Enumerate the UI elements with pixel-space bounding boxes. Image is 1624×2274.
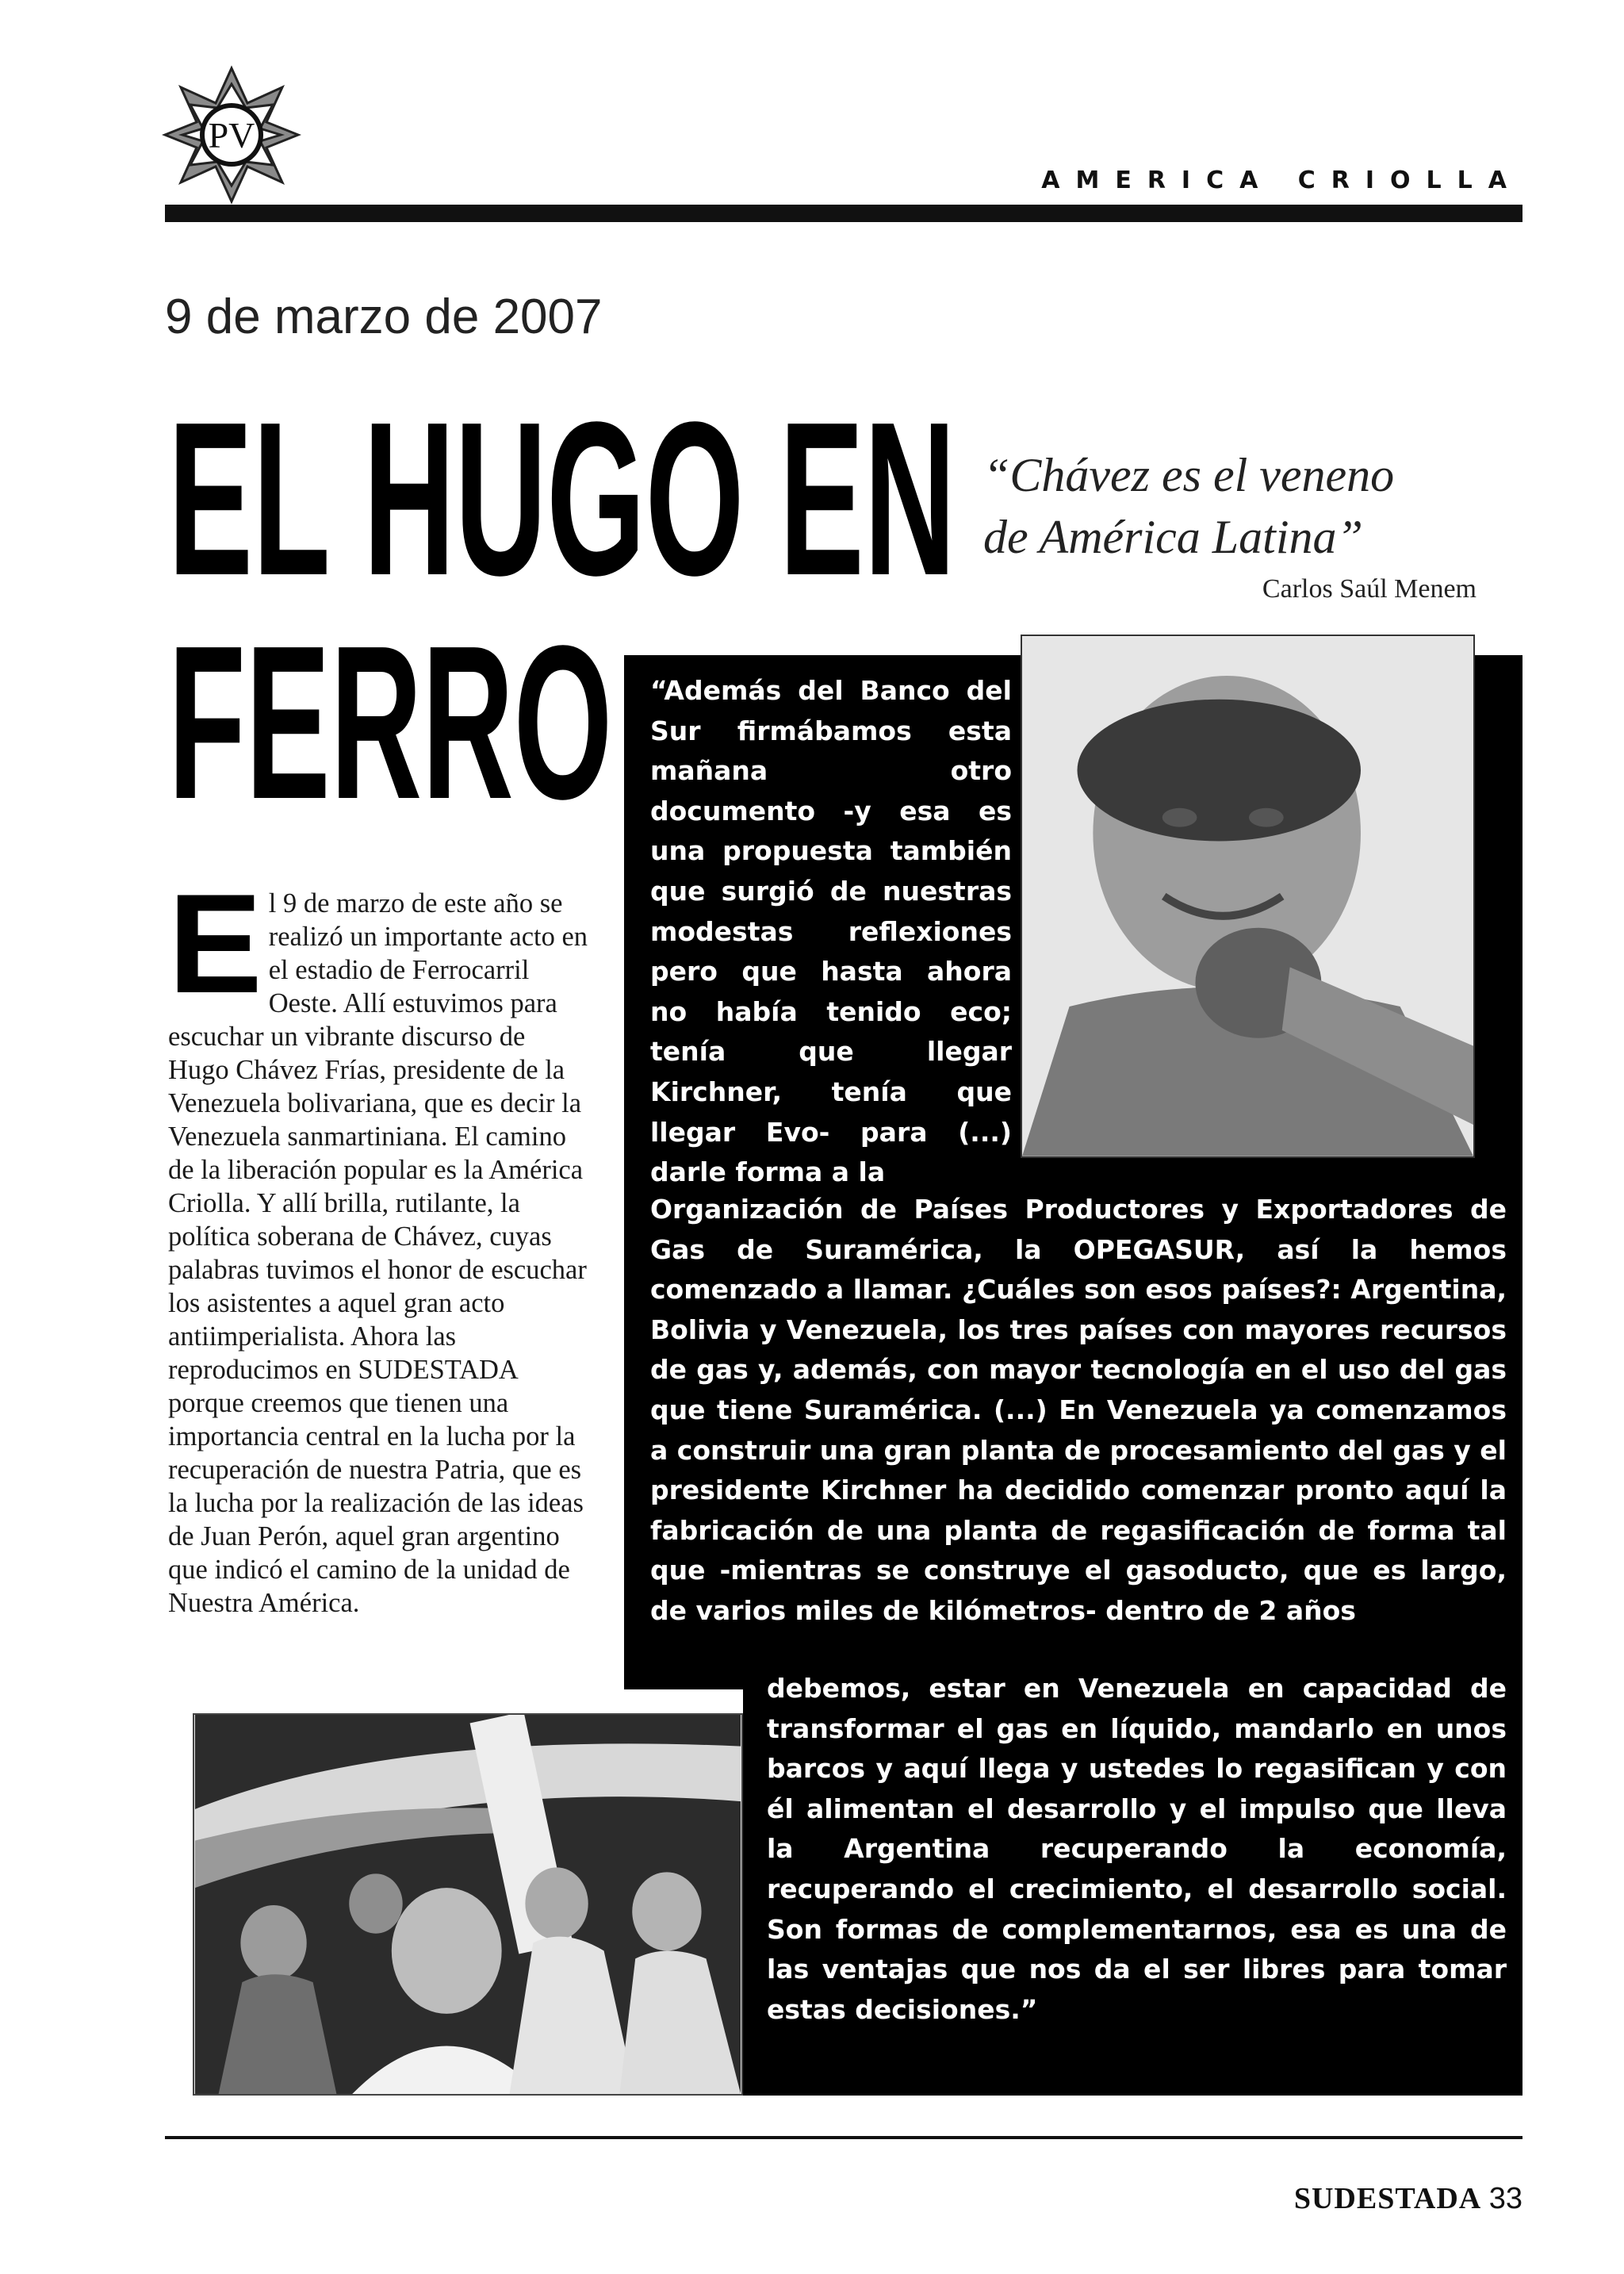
pull-quote-text: “Chávez es el veneno de América Latina” [983, 449, 1395, 563]
svg-text:PV: PV [208, 115, 255, 155]
pull-quote-author: Carlos Saúl Menem [1262, 574, 1477, 604]
portrait-photo-icon [1022, 636, 1473, 1156]
speech-part-1: “Además del Banco del Sur firmábamos esta mañana otro documento -y esa es una propuesta también que surgió de nuestras modestas reflexiones pero que hasta ahora no había tenido eco; tenía que llegar Kirchner, tenía que llegar Evo- para (...) darle forma a la [650, 675, 1012, 1188]
crowd-photo [193, 1713, 743, 2096]
footer-brand: SUDESTADA [1293, 2182, 1482, 2215]
section-title: AMERICA CRIOLLA [1041, 167, 1522, 194]
speech-part-3: debemos, estar en Venezuela en capacidad de transformar el gas en líquido, mandarlo en unos barcos y aquí llega y ustedes lo regasifican y con él alimentan el desarrollo y el impulso que lleva la Argentina recuperando la economía, recuperando el crecimiento, el desarrollo social. Son formas de complementarnos, esa es una de las ventajas que nos da el ser libres para tomar estas decisiones.” [767, 1673, 1507, 2025]
crowd-photo-icon [194, 1715, 741, 2094]
speech-part-2: Organización de Países Productores y Exportadores de Gas de Suramérica, la OPEGASUR, así la hemos comenzado a llamar. ¿Cuáles son esos países?: Argentina, Bolivia y Venezuela, los tres países con mayores recursos de gas y, además, con mayor tecnología en el uso del gas que tiene Suramérica. (...) En Venezuela ya comenzamos a construir una gran planta de procesamiento del gas y el presidente Kirchner ha decidido comenzar pronto aquí la fabricación de una planta de regasificación de forma tal que -mientras se construye el gasoducto, que es largo, de varios miles de kilómetros- dentro de 2 años [650, 1194, 1507, 1626]
drop-cap: E [168, 865, 262, 1022]
headline-line-2: FERRO [168, 600, 613, 845]
intro-text: l 9 de marzo de este año se realizó un importante acto en el estadio de Ferrocarril Oeste. Allí estuvimos para escuchar un vibrante discurso de Hugo Chávez Frías, presidente de la Venezuela bolivariana, que es decir la Venezuela sanmartiniana. El camino de la liberación popular es la América Criolla. Y allí brilla, rutilante, la política soberana de Chávez, cuyas palabras tuvimos el honor de escuchar los asistentes a aquel gran acto antiimperialista. Ahora las reproducimos en SUDESTADA porque creemos que tienen una importancia central en la lucha por la recuperación de nuestra Patria, que es la lucha por la realización de las ideas de Juan Perón, aquel gran argentino que indicó el camino de la unidad de Nuestra América. [168, 888, 588, 1618]
headline-line-1: EL HUGO EN [168, 377, 956, 621]
header-rule [165, 205, 1522, 222]
intro-paragraph [168, 865, 588, 1620]
footer-rule [165, 2136, 1522, 2139]
publication-logo [162, 65, 301, 205]
chavez-photo [1021, 635, 1475, 1158]
page-footer [1294, 2181, 1522, 2216]
star-emblem-icon [162, 65, 301, 205]
pull-quote [983, 444, 1522, 604]
article-date: 9 de marzo de 2007 [165, 290, 603, 344]
page-number: 33 [1488, 2182, 1522, 2215]
